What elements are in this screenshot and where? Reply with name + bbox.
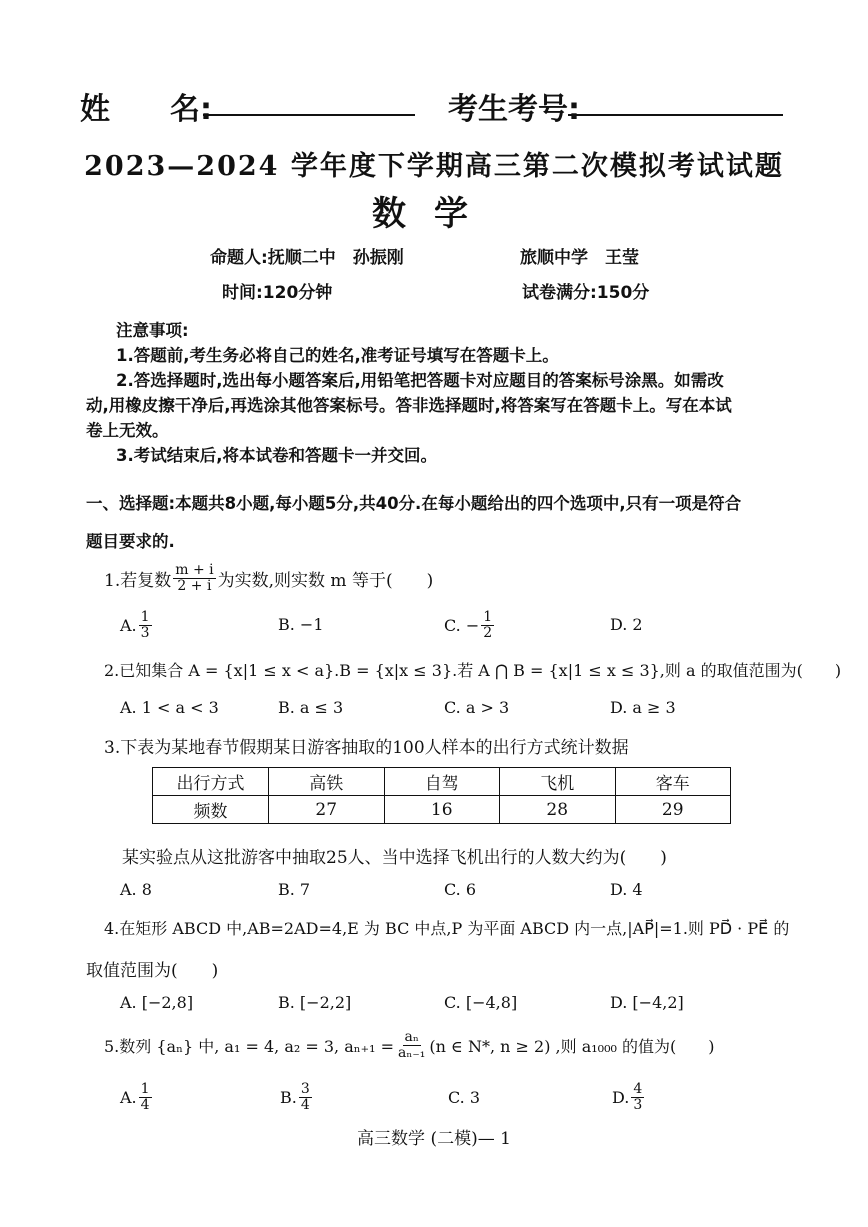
- subject-title: 数学: [372, 194, 496, 234]
- table-cell: 27: [269, 796, 385, 824]
- q5-prefix: 5.数列 {aₙ} 中, a₁ = 4, a₂ = 3, aₙ₊₁ =: [104, 1037, 395, 1056]
- question-5: [104, 1030, 715, 1061]
- notice-item-3: 3.考试结束后,将本试卷和答题卡一并交回。: [116, 446, 438, 465]
- exam-title: 2023—2024 学年度下学期高三第二次模拟考试试题: [84, 151, 784, 182]
- table-header-cell: 客车: [615, 768, 731, 796]
- table-cell: 频数: [153, 796, 269, 824]
- table-cell: 16: [384, 796, 500, 824]
- q5-option-c: C. 3: [448, 1088, 481, 1107]
- q1-suffix: 为实数,则实数 m 等于( ): [217, 571, 434, 591]
- name-label: 姓 名:: [80, 92, 212, 127]
- notice-item-1: 1.答题前,考生务必将自己的姓名,准考证号填写在答题卡上。: [116, 346, 559, 365]
- name-blank[interactable]: [203, 114, 415, 116]
- q1-opt-a-frac: [139, 610, 152, 641]
- q4-option-d: D. [−4,2]: [610, 993, 684, 1012]
- table-header-row: [153, 768, 731, 796]
- author-line: 命题人:抚顺二中 孙振刚: [210, 248, 404, 268]
- q5-opt-a-num: 1: [140, 1081, 150, 1097]
- q1-option-d: D. 2: [610, 615, 643, 634]
- full-score: 试卷满分:150分: [522, 283, 650, 303]
- q4-option-c: C. [−4,8]: [444, 993, 518, 1012]
- q1-opt-a-label: A.: [120, 616, 137, 635]
- q1-opt-c-frac: [481, 610, 494, 641]
- table-header-cell: 出行方式: [153, 768, 269, 796]
- question-2: 2.已知集合 A = {x|1 ≤ x < a}.B = {x|x ≤ 3}.若 A ⋂ B = {x|1 ≤ x ≤ 3},则 a 的取值范围为( ): [104, 661, 842, 680]
- q1-option-b: B. −1: [278, 615, 324, 634]
- q1-option-a: [120, 610, 154, 641]
- q3-option-c: C. 6: [444, 880, 477, 899]
- q5-opt-d-num: 4: [633, 1081, 643, 1097]
- section-heading: 一、选择题:本题共8小题,每小题5分,共40分.在每小题给出的四个选项中,只有一项是符合: [86, 494, 742, 513]
- q3-option-a: A. 8: [120, 880, 152, 899]
- notice-item-2-end: 卷上无效。: [86, 421, 169, 440]
- q5-opt-a-frac: [139, 1082, 152, 1113]
- q1-fraction: [173, 563, 215, 594]
- notice-heading: 注意事项:: [116, 321, 189, 340]
- q1-opt-c-den: 2: [483, 625, 493, 641]
- q5-option-b: [280, 1082, 314, 1113]
- q2-option-c: C. a > 3: [444, 698, 510, 717]
- exam-number-label: 考生考号:: [448, 92, 580, 127]
- q3-option-d: D. 4: [610, 880, 643, 899]
- q1-option-c: [444, 610, 496, 641]
- q4-option-b: B. [−2,2]: [278, 993, 352, 1012]
- notice-item-2-cont: 动,用橡皮擦干净后,再选涂其他答案标号。答非选择题时,将答案写在答题卡上。写在本试: [86, 396, 732, 415]
- q5-opt-d-label: D.: [612, 1088, 630, 1107]
- q2-option-a: A. 1 < a < 3: [120, 698, 219, 717]
- q1-opt-a-den: 3: [140, 625, 150, 641]
- exam-number-blank[interactable]: [568, 114, 783, 116]
- q5-opt-b-label: B.: [280, 1088, 297, 1107]
- question-1: [104, 563, 433, 594]
- author-line-2: 旅顺中学 王莹: [520, 248, 639, 268]
- q4-option-a: A. [−2,8]: [120, 993, 194, 1012]
- q5-opt-b-den: 4: [300, 1097, 310, 1113]
- question-4: 4.在矩形 ABCD 中,AB=2AD=4,E 为 BC 中点,P 为平面 ABCD 内一点,|AP⃗|=1.则 PD⃗ · PE⃗ 的: [104, 919, 790, 938]
- q5-suffix: (n ∈ N*, n ≥ 2) ,则 a₁₀₀₀ 的值为( ): [429, 1037, 715, 1056]
- q5-frac-num: aₙ: [404, 1029, 419, 1045]
- q1-opt-a-num: 1: [140, 609, 150, 625]
- q1-prefix: 1.若复数: [104, 571, 172, 591]
- q5-option-a: [120, 1082, 154, 1113]
- table-header-cell: 自驾: [384, 768, 500, 796]
- q5-opt-a-label: A.: [120, 1088, 137, 1107]
- q2-option-b: B. a ≤ 3: [278, 698, 344, 717]
- q5-frac-den: aₙ₋₁: [398, 1045, 426, 1061]
- page-footer: 高三数学 (二模)— 1: [357, 1129, 511, 1149]
- table-header-cell: 飞机: [500, 768, 616, 796]
- q5-fraction: [396, 1030, 427, 1061]
- table-row: [153, 796, 731, 824]
- q1-frac-den: 2 + i: [177, 578, 212, 594]
- q5-opt-b-frac: [299, 1082, 312, 1113]
- notice-item-2: 2.答选择题时,选出每小题答案后,用铅笔把答题卡对应题目的答案标号涂黑。如需改: [116, 371, 724, 390]
- q5-opt-d-den: 3: [633, 1097, 643, 1113]
- question-4-cont: 取值范围为( ): [86, 961, 219, 981]
- q1-frac-num: m + i: [175, 562, 214, 578]
- q5-option-d: [612, 1082, 646, 1113]
- travel-mode-table: [152, 767, 731, 824]
- q1-opt-c-num: 1: [483, 609, 493, 625]
- question-3-follow: 某实验点从这批游客中抽取25人、当中选择飞机出行的人数大约为( ): [122, 848, 667, 868]
- table-cell: 29: [615, 796, 731, 824]
- q1-opt-c-label: C. −: [444, 616, 480, 635]
- q2-option-d: D. a ≥ 3: [610, 698, 676, 717]
- q3-option-b: B. 7: [278, 880, 311, 899]
- section-heading-cont: 题目要求的.: [86, 532, 175, 551]
- q5-opt-b-num: 3: [300, 1081, 310, 1097]
- table-cell: 28: [500, 796, 616, 824]
- q5-opt-d-frac: [631, 1082, 644, 1113]
- question-3: 3.下表为某地春节假期某日游客抽取的100人样本的出行方式统计数据: [104, 738, 629, 758]
- q5-opt-a-den: 4: [140, 1097, 150, 1113]
- time-limit: 时间:120分钟: [222, 283, 333, 303]
- table-header-cell: 高铁: [269, 768, 385, 796]
